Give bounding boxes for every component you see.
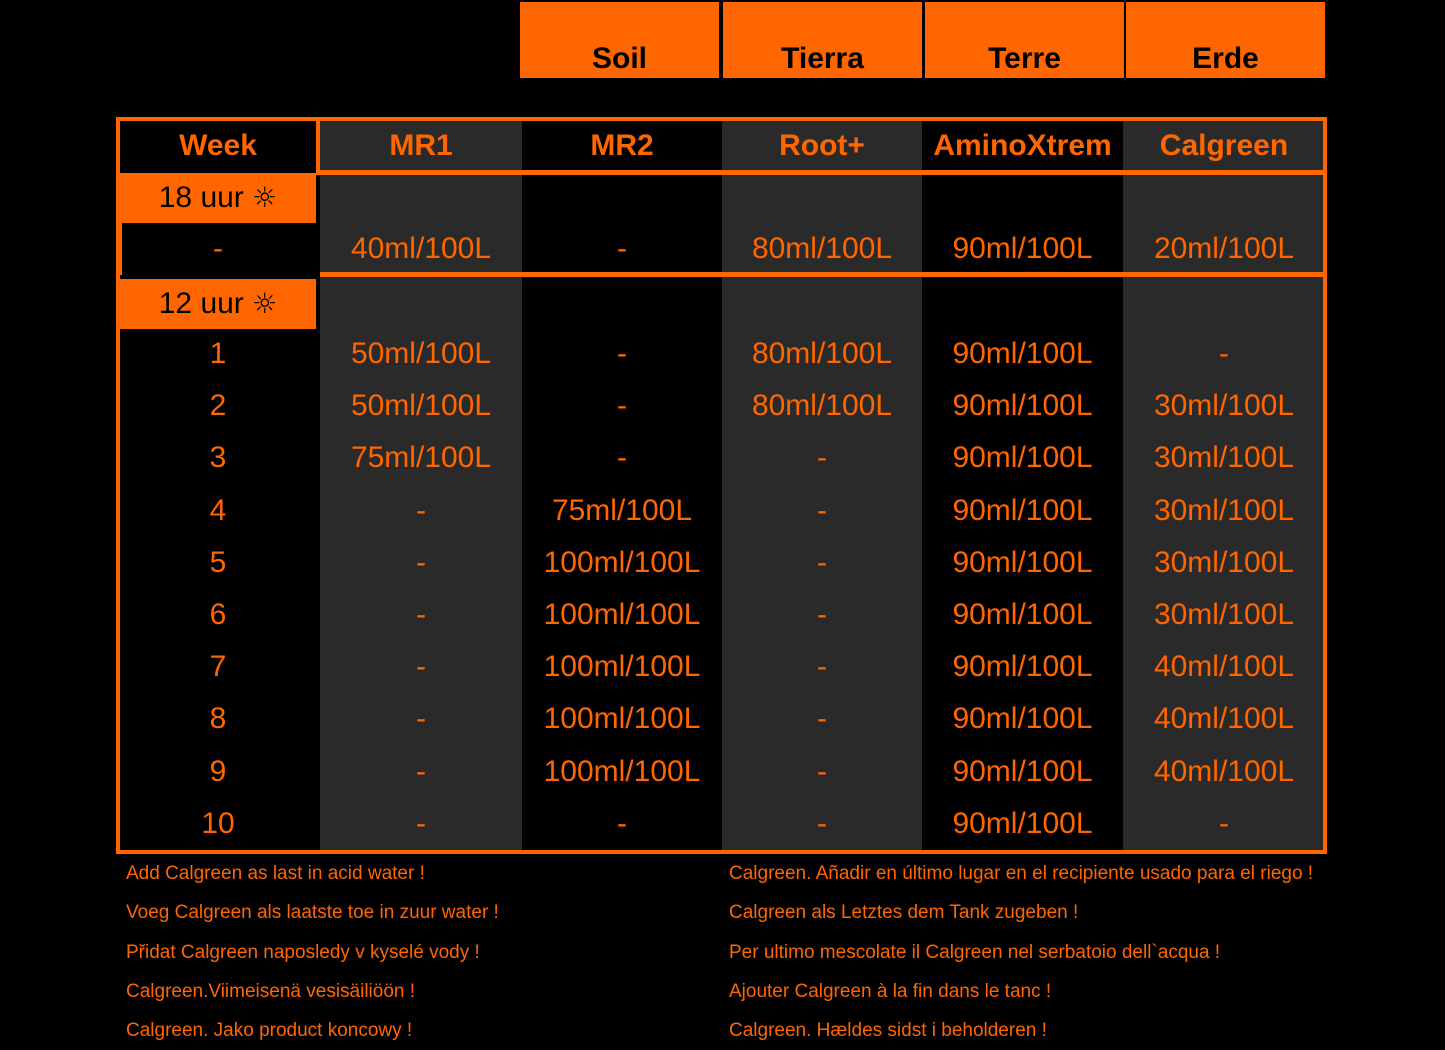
dose-cell: - bbox=[416, 598, 426, 631]
dose-cell: 90ml/100L bbox=[952, 806, 1093, 840]
note-text: Voeg Calgreen als laatste toe in zuur water ! bbox=[126, 902, 499, 924]
dose-cell: 90ml/100L bbox=[952, 545, 1093, 579]
substrate-terre: Terre bbox=[925, 2, 1124, 78]
section-divider bbox=[320, 272, 1325, 277]
substrate-erde: Erde bbox=[1126, 2, 1325, 78]
sun-icon: ☼ bbox=[252, 287, 278, 320]
dose-cell: - bbox=[617, 337, 627, 370]
dose-cell: 100ml/100L bbox=[543, 754, 701, 788]
dose-cell: - bbox=[817, 493, 827, 527]
header-mr2: MR2 bbox=[590, 129, 654, 162]
header-divider bbox=[320, 170, 1325, 175]
note-text: Ajouter Calgreen à la fin dans le tanc ! bbox=[729, 980, 1052, 1002]
header-calgreen: Calgreen bbox=[1159, 129, 1289, 162]
week-cell: 7 bbox=[209, 650, 227, 684]
dose-cell: - bbox=[817, 650, 827, 684]
dose-cell: 90ml/100L bbox=[952, 232, 1093, 265]
dose-cell: - bbox=[416, 650, 426, 684]
dose-cell: 90ml/100L bbox=[952, 441, 1093, 475]
week-cell: 2 bbox=[209, 389, 227, 423]
week-cell: 1 bbox=[209, 337, 227, 370]
dose-cell: 50ml/100L bbox=[350, 389, 492, 423]
note-text: Calgreen.Viimeisenä vesisäiliöön ! bbox=[126, 980, 416, 1002]
dose-cell: - bbox=[416, 754, 426, 788]
flowering-label-text: 12 uur bbox=[158, 287, 244, 320]
dose-cell: - bbox=[817, 754, 827, 788]
note-text: Calgreen. Hældes sidst i beholderen ! bbox=[729, 1020, 1047, 1042]
dose-cell: 40ml/100L bbox=[1153, 754, 1295, 788]
dose-cell: 30ml/100L bbox=[1153, 545, 1295, 579]
header-aminoxtrem: AminoXtrem bbox=[933, 129, 1112, 162]
dose-cell: - bbox=[1219, 337, 1229, 370]
dose-cell: 90ml/100L bbox=[952, 337, 1093, 370]
dose-cell: 80ml/100L bbox=[751, 337, 893, 370]
week-cell: 10 bbox=[201, 806, 235, 840]
note-text: Calgreen. Añadir en último lugar en el recipiente usado para el riego ! bbox=[729, 863, 1314, 884]
header-root: Root+ bbox=[779, 129, 865, 162]
dose-cell: - bbox=[817, 598, 827, 631]
dose-cell: 90ml/100L bbox=[952, 493, 1093, 527]
note-text: Přidat Calgreen naposledy v kyselé vody ! bbox=[126, 941, 480, 963]
week-cell: 5 bbox=[209, 545, 227, 579]
dose-cell: 40ml/100L bbox=[1153, 702, 1295, 736]
dose-cell: 90ml/100L bbox=[952, 754, 1093, 788]
dose-cell: 80ml/100L bbox=[751, 389, 893, 423]
dose-cell: - bbox=[617, 389, 627, 423]
dose-cell: 30ml/100L bbox=[1153, 441, 1295, 475]
dose-cell: - bbox=[617, 441, 627, 475]
dose-cell: - bbox=[817, 702, 827, 736]
dose-cell: 90ml/100L bbox=[952, 598, 1093, 631]
dose-cell: - bbox=[617, 806, 627, 840]
note-text: Per ultimo mescolate il Calgreen nel serbatoio dell`acqua ! bbox=[729, 941, 1221, 963]
header-mr1: MR1 bbox=[389, 129, 453, 162]
week-cell: 9 bbox=[209, 754, 227, 788]
dose-cell: - bbox=[617, 232, 627, 265]
week-cell: 6 bbox=[209, 598, 227, 631]
dose-cell: 50ml/100L bbox=[350, 337, 492, 370]
dose-cell: 20ml/100L bbox=[1153, 232, 1295, 265]
week-cell: - bbox=[213, 232, 223, 265]
dose-cell: - bbox=[416, 806, 426, 840]
dose-cell: 75ml/100L bbox=[350, 441, 492, 475]
note-text: Calgreen. Jako product koncowy ! bbox=[126, 1020, 413, 1042]
table-outer-frame bbox=[116, 117, 1327, 854]
dose-cell: - bbox=[416, 702, 426, 736]
dose-cell: 90ml/100L bbox=[952, 702, 1093, 736]
substrate-soil: Soil bbox=[520, 2, 719, 78]
dose-cell: - bbox=[1219, 806, 1229, 840]
dose-cell: 30ml/100L bbox=[1153, 493, 1295, 527]
dose-cell: - bbox=[817, 806, 827, 840]
dose-cell: 40ml/100L bbox=[350, 232, 492, 265]
dose-cell: 100ml/100L bbox=[543, 702, 701, 736]
dose-cell: 90ml/100L bbox=[952, 389, 1093, 423]
dose-cell: - bbox=[416, 545, 426, 579]
dose-cell: - bbox=[416, 493, 426, 527]
dose-cell: - bbox=[817, 545, 827, 579]
dose-cell: - bbox=[817, 441, 827, 475]
note-text: Add Calgreen as last in acid water ! bbox=[126, 863, 425, 884]
vegetative-label-text: 18 uur bbox=[158, 181, 244, 214]
dose-cell: 30ml/100L bbox=[1153, 389, 1295, 423]
dose-cell: 90ml/100L bbox=[952, 650, 1093, 684]
sun-icon: ☼ bbox=[252, 181, 278, 214]
dose-cell: 100ml/100L bbox=[543, 598, 701, 631]
header-week: Week bbox=[179, 129, 257, 162]
dose-cell: 100ml/100L bbox=[543, 650, 701, 684]
week-cell: 3 bbox=[209, 441, 227, 475]
substrate-tierra: Tierra bbox=[723, 2, 922, 78]
dose-cell: 80ml/100L bbox=[751, 232, 893, 265]
dose-cell: 30ml/100L bbox=[1153, 598, 1295, 631]
flowering-light-label bbox=[120, 279, 316, 329]
note-text: Calgreen als Letztes dem Tank zugeben ! bbox=[729, 902, 1079, 924]
dose-cell: 40ml/100L bbox=[1153, 650, 1295, 684]
dose-cell: 75ml/100L bbox=[551, 493, 693, 527]
week-cell: 8 bbox=[209, 702, 227, 736]
vegetative-light-label bbox=[120, 173, 316, 223]
week-cell: 4 bbox=[209, 493, 227, 527]
dose-cell: 100ml/100L bbox=[543, 545, 701, 579]
